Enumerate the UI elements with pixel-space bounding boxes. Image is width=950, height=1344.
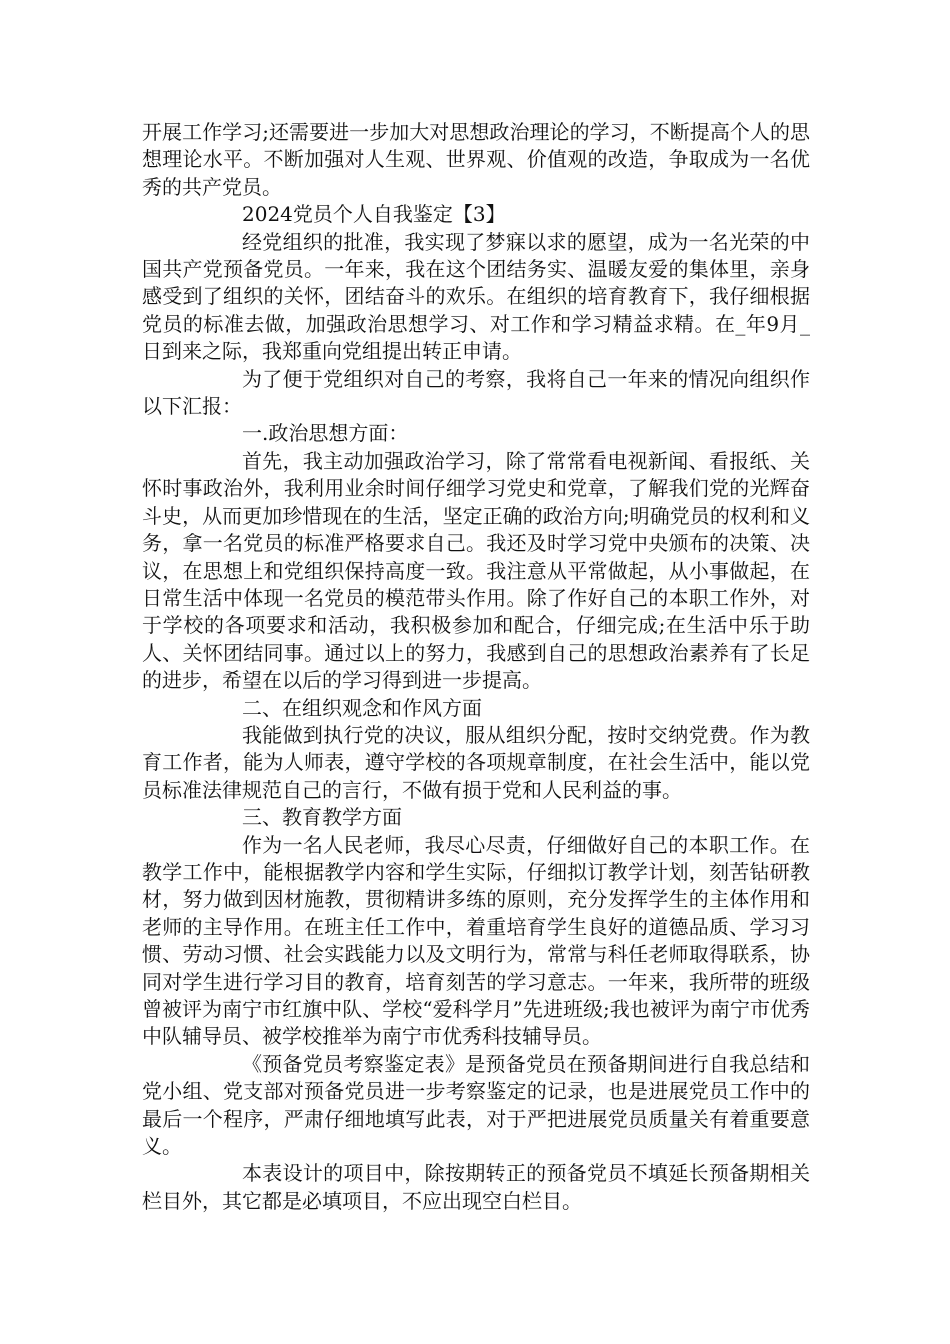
subheading-teaching: 三、教育教学方面 <box>242 805 402 830</box>
paragraph-11: 《预备党员考察鉴定表》是预备党员在预备期间进行自我总结和党小组、党支部对预备党员进一步考察鉴定的记录，也是进展党员工作中的最后一个程序，严肃仔细地填写此表，对于严把进展党员质量关有着重要意义。 <box>142 1051 810 1159</box>
paragraph-10: 作为一名人民老师，我尽心尽责，仔细做好自己的本职工作。在教学工作中，能根据教学内容和学生实际，仔细拟订教学计划，刻苦钻研教材，努力做到因材施教，贯彻精讲多练的原则，充分发挥学生的主体作用和老师的主导作用。在班主任工作中，着重培育学生良好的道德品质、学习习惯、劳动习惯、社会实践能力以及文明行为，常常与科任老师取得联系，协同对学生进行学习目的教育，培育刻苦的学习意志。一年来，我所带的班级曾被评为南宁市红旗中队、学校“爱科学月”先进班级;我也被评为南宁市优秀中队辅导员、被学校推举为南宁市优秀科技辅导员。 <box>142 832 810 1049</box>
paragraph-3: 经党组织的批准，我实现了梦寐以求的愿望，成为一名光荣的中国共产党预备党员。一年来，我在这个团结务实、温暖友爱的集体里，亲身感受到了组织的关怀，团结奋斗的欢乐。在组织的培育教育下，我仔细根据党员的标准去做，加强政治思想学习、对工作和学习精益求精。在_年9月_日到来之际，我郑重向党组提出转正申请。 <box>142 229 810 364</box>
paragraph-12: 本表设计的项目中，除按期转正的预备党员不填延长预备期相关栏目外，其它都是必填项目，不应出现空白栏目。 <box>142 1161 810 1213</box>
paragraph-8: 我能做到执行党的决议，服从组织分配，按时交纳党费。作为教育工作者，能为人师表，遵守学校的各项规章制度，在社会生活中，能以党员标准法律规范自己的言行，不做有损于党和人民利益的事。 <box>142 722 810 802</box>
section-heading-3: 2024党员个人自我鉴定【3】 <box>242 202 506 227</box>
document-body <box>142 119 810 1215</box>
subheading-organization: 二、在组织观念和作风方面 <box>242 695 482 720</box>
paragraph-4: 为了便于党组织对自己的考察，我将自己一年来的情况向组织作以下汇报： <box>142 366 810 419</box>
paragraph-6: 首先，我主动加强政治学习，除了常常看电视新闻、看报纸、关怀时事政治外，我利用业余时间仔细学习党史和党章，了解我们党的光辉奋斗史，从而更加珍惜现在的生活，坚定正确的政治方向;明确党员的权利和义务，拿一名党员的标准严格要求自己。我还及时学习党中央颁布的决策、决议，在思想上和党组织保持高度一致。我注意从平常做起，从小事做起，在日常生活中体现一名党员的模范带头作用。除了作好自己的本职工作外，对于学校的各项要求和活动，我积极参加和配合，仔细完成;在生活中乐于助人、关怀团结同事。通过以上的努力，我感到自己的思想政治素养有了长足的进步，希望在以后的学习得到进一步提高。 <box>142 448 810 693</box>
subheading-politics: 一.政治思想方面： <box>242 421 409 446</box>
paragraph-1: 开展工作学习;还需要进一步加大对思想政治理论的学习，不断提高个人的思想理论水平。不断加强对人生观、世界观、价值观的改造，争取成为一名优秀的共产党员。 <box>142 120 810 199</box>
